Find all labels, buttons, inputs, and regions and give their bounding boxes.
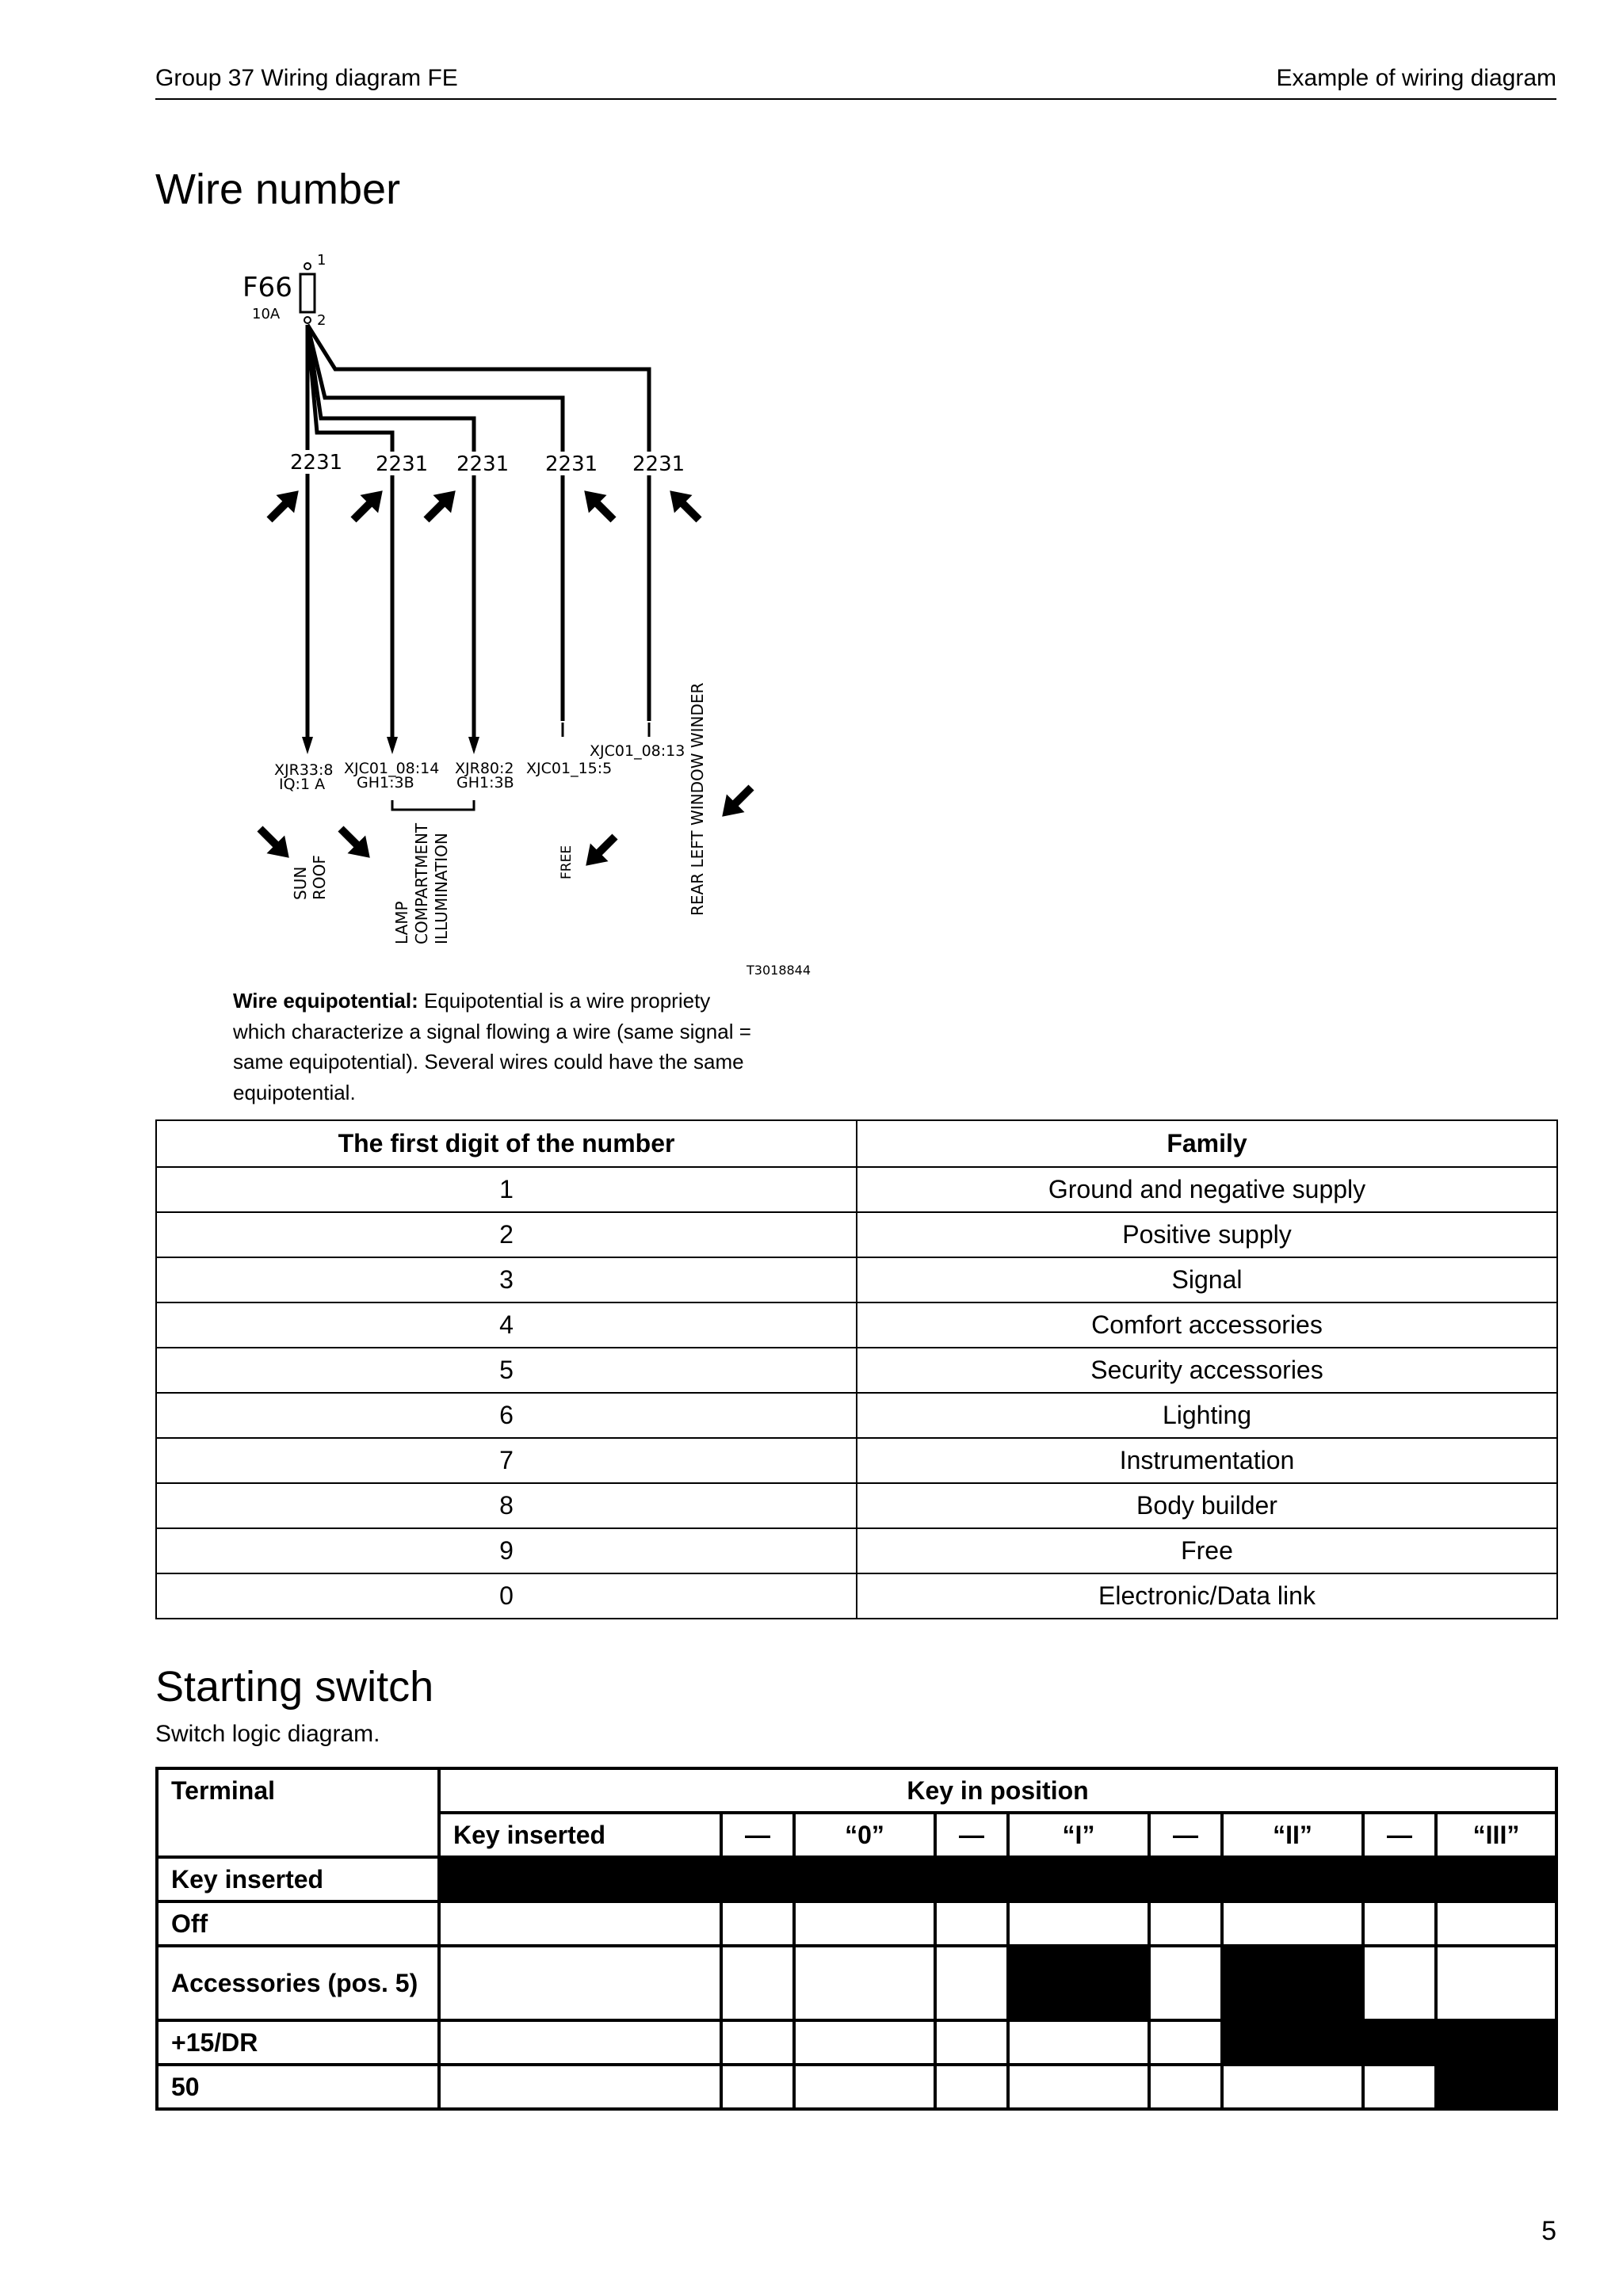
connector-label: XJC01_15:5 <box>526 760 613 777</box>
table-cell: 8 <box>156 1483 857 1528</box>
branch-wires <box>307 325 649 737</box>
state-cell <box>1149 1857 1222 1901</box>
state-cell <box>1222 1946 1363 2020</box>
state-cell <box>721 1946 794 2020</box>
wire-label: 2231 <box>376 452 429 476</box>
wiring-diagram <box>222 246 824 990</box>
wire-label: 2231 <box>290 451 343 475</box>
wire-callout-arrows <box>261 482 708 528</box>
state-cell <box>1008 1901 1149 1946</box>
table-header-row <box>157 1768 1556 1813</box>
state-cell <box>1436 1901 1556 1946</box>
table-cell: 0 <box>156 1573 857 1619</box>
load-lamp-line1: LAMP <box>392 901 411 944</box>
table-cell: Lighting <box>857 1393 1557 1438</box>
state-cell <box>439 1946 721 2020</box>
terminal-label: +15/DR <box>157 2020 439 2065</box>
position-header: Key inserted <box>439 1813 721 1857</box>
fuse-symbol <box>300 274 315 312</box>
table-cell: 5 <box>156 1348 857 1393</box>
table-row <box>156 1348 1557 1393</box>
state-cell <box>1222 2065 1363 2109</box>
table-cell: Instrumentation <box>857 1438 1557 1483</box>
running-header-right: Example of wiring diagram <box>1276 65 1556 91</box>
state-cell <box>439 1857 721 1901</box>
connector-labels <box>274 742 685 793</box>
connector-label: XJR80:2 <box>455 760 514 777</box>
state-cell <box>1149 2020 1222 2065</box>
note-bold-label: Wire equipotential: <box>233 989 418 1013</box>
position-header: — <box>1149 1813 1222 1857</box>
section-subtitle: Switch logic diagram. <box>155 1721 380 1747</box>
connector-label: GH1:3B <box>456 774 514 791</box>
connector-label: XJC01_08:13 <box>590 742 685 760</box>
position-header: “0” <box>794 1813 935 1857</box>
state-cell <box>1363 1857 1436 1901</box>
fuse-pin2-label: 2 <box>317 312 327 329</box>
section-title-starting-switch: Starting switch <box>155 1663 434 1711</box>
table-row <box>157 1857 1556 1901</box>
state-cell <box>1436 2065 1556 2109</box>
state-cell <box>721 2020 794 2065</box>
running-header-left: Group 37 Wiring diagram FE <box>155 65 458 91</box>
table-cell: 1 <box>156 1167 857 1212</box>
state-cell <box>794 2065 935 2109</box>
state-cell <box>1008 2020 1149 2065</box>
table-cell: Security accessories <box>857 1348 1557 1393</box>
state-cell <box>1363 1946 1436 2020</box>
fuse-rating: 10A <box>252 306 281 322</box>
state-cell <box>1008 1946 1149 2020</box>
state-cell <box>935 1857 1008 1901</box>
table-row <box>156 1302 1557 1348</box>
wire-label: 2231 <box>456 452 510 476</box>
state-cell <box>1436 1946 1556 2020</box>
table-row <box>156 1438 1557 1483</box>
table-row <box>157 2065 1556 2109</box>
state-cell <box>1363 1901 1436 1946</box>
state-cell <box>1222 1857 1363 1901</box>
fuse-label: F66 <box>242 272 292 303</box>
table-cell: Comfort accessories <box>857 1302 1557 1348</box>
connector-label: GH1:3B <box>357 774 414 791</box>
connector-label: IQ:1 A <box>279 776 326 793</box>
table-cell: 9 <box>156 1528 857 1573</box>
state-cell <box>439 2065 721 2109</box>
connector-label: XJC01_08:14 <box>344 760 440 777</box>
state-cell <box>1149 1946 1222 2020</box>
state-cell <box>721 2065 794 2109</box>
state-cell <box>935 1901 1008 1946</box>
load-free: FREE <box>559 845 575 879</box>
table-cell: Body builder <box>857 1483 1557 1528</box>
table-row <box>157 1946 1556 2020</box>
connector-label: XJR33:8 <box>274 761 334 779</box>
terminal-label: 50 <box>157 2065 439 2109</box>
table-row <box>156 1483 1557 1528</box>
table-row <box>156 1393 1557 1438</box>
switch-table-body <box>157 1857 1556 2109</box>
equipotential-note <box>233 986 756 1108</box>
state-cell <box>935 2065 1008 2109</box>
position-header: “III” <box>1436 1813 1556 1857</box>
table-cell: 3 <box>156 1257 857 1302</box>
position-header: “I” <box>1008 1813 1149 1857</box>
state-cell <box>721 1901 794 1946</box>
table-cell: Ground and negative supply <box>857 1167 1557 1212</box>
state-cell <box>1222 1901 1363 1946</box>
switch-logic-table <box>155 1767 1558 2111</box>
state-cell <box>1008 1857 1149 1901</box>
state-cell <box>1008 2065 1149 2109</box>
table-row <box>157 2020 1556 2065</box>
state-cell <box>439 2020 721 2065</box>
page-number: 5 <box>1541 2216 1556 2246</box>
state-cell <box>439 1901 721 1946</box>
load-sun-roof-line1: SUN <box>291 866 310 900</box>
note-text: Equipotential is a wire propriety which characterize a signal flowing a wire (same signal = same equipotential). Several wires could have the same equipotential. <box>233 989 751 1104</box>
header-rule <box>155 98 1556 100</box>
state-cell <box>794 1901 935 1946</box>
load-sun-roof-line2: ROOF <box>310 855 329 900</box>
lamp-bracket <box>392 800 474 810</box>
wire-label: 2231 <box>545 452 598 476</box>
table-cell: 2 <box>156 1212 857 1257</box>
state-cell <box>935 2020 1008 2065</box>
table-row <box>156 1212 1557 1257</box>
state-cell <box>1436 1857 1556 1901</box>
column-header: Family <box>857 1120 1557 1167</box>
key-position-header: Key in position <box>439 1768 1556 1813</box>
terminal-label: Off <box>157 1901 439 1946</box>
position-header: — <box>935 1813 1008 1857</box>
position-header: “II” <box>1222 1813 1363 1857</box>
table-cell: Electronic/Data link <box>857 1573 1557 1619</box>
state-cell <box>1436 2020 1556 2065</box>
wire-label: 2231 <box>632 452 685 476</box>
state-cell <box>794 1946 935 2020</box>
state-cell <box>935 1946 1008 2020</box>
state-cell <box>794 1857 935 1901</box>
state-cell <box>1363 2065 1436 2109</box>
table-row <box>156 1528 1557 1573</box>
terminal-label: Accessories (pos. 5) <box>157 1946 439 2020</box>
table-row <box>156 1167 1557 1212</box>
state-cell <box>1149 1901 1222 1946</box>
load-lamp-line3: ILLUMINATION <box>432 833 451 944</box>
position-header: — <box>721 1813 794 1857</box>
table-header-row <box>156 1120 1557 1167</box>
load-rear-window: REAR LEFT WINDOW WINDER <box>688 682 707 916</box>
figure-id: T3018844 <box>747 963 812 978</box>
wire-family-table <box>155 1119 1558 1619</box>
table-cell: 7 <box>156 1438 857 1483</box>
state-cell <box>1363 2020 1436 2065</box>
fuse-pin1-label: 1 <box>317 252 327 269</box>
table-cell: Positive supply <box>857 1212 1557 1257</box>
load-lamp-line2: COMPARTMENT <box>412 822 431 944</box>
table-cell: Signal <box>857 1257 1557 1302</box>
table-row <box>157 1901 1556 1946</box>
state-cell <box>794 2020 935 2065</box>
state-cell <box>1222 2020 1363 2065</box>
state-cell <box>721 1857 794 1901</box>
fuse-pin2-terminal <box>304 317 311 323</box>
table-row <box>156 1573 1557 1619</box>
terminal-header: Terminal <box>157 1768 439 1857</box>
table-cell: Free <box>857 1528 1557 1573</box>
table-row <box>156 1257 1557 1302</box>
section-title-wire-number: Wire number <box>155 166 401 213</box>
table-cell: 4 <box>156 1302 857 1348</box>
state-cell <box>1149 2065 1222 2109</box>
terminal-label: Key inserted <box>157 1857 439 1901</box>
position-header: — <box>1363 1813 1436 1857</box>
fuse-pin1-terminal <box>304 263 311 269</box>
column-header: The first digit of the number <box>156 1120 857 1167</box>
table-cell: 6 <box>156 1393 857 1438</box>
